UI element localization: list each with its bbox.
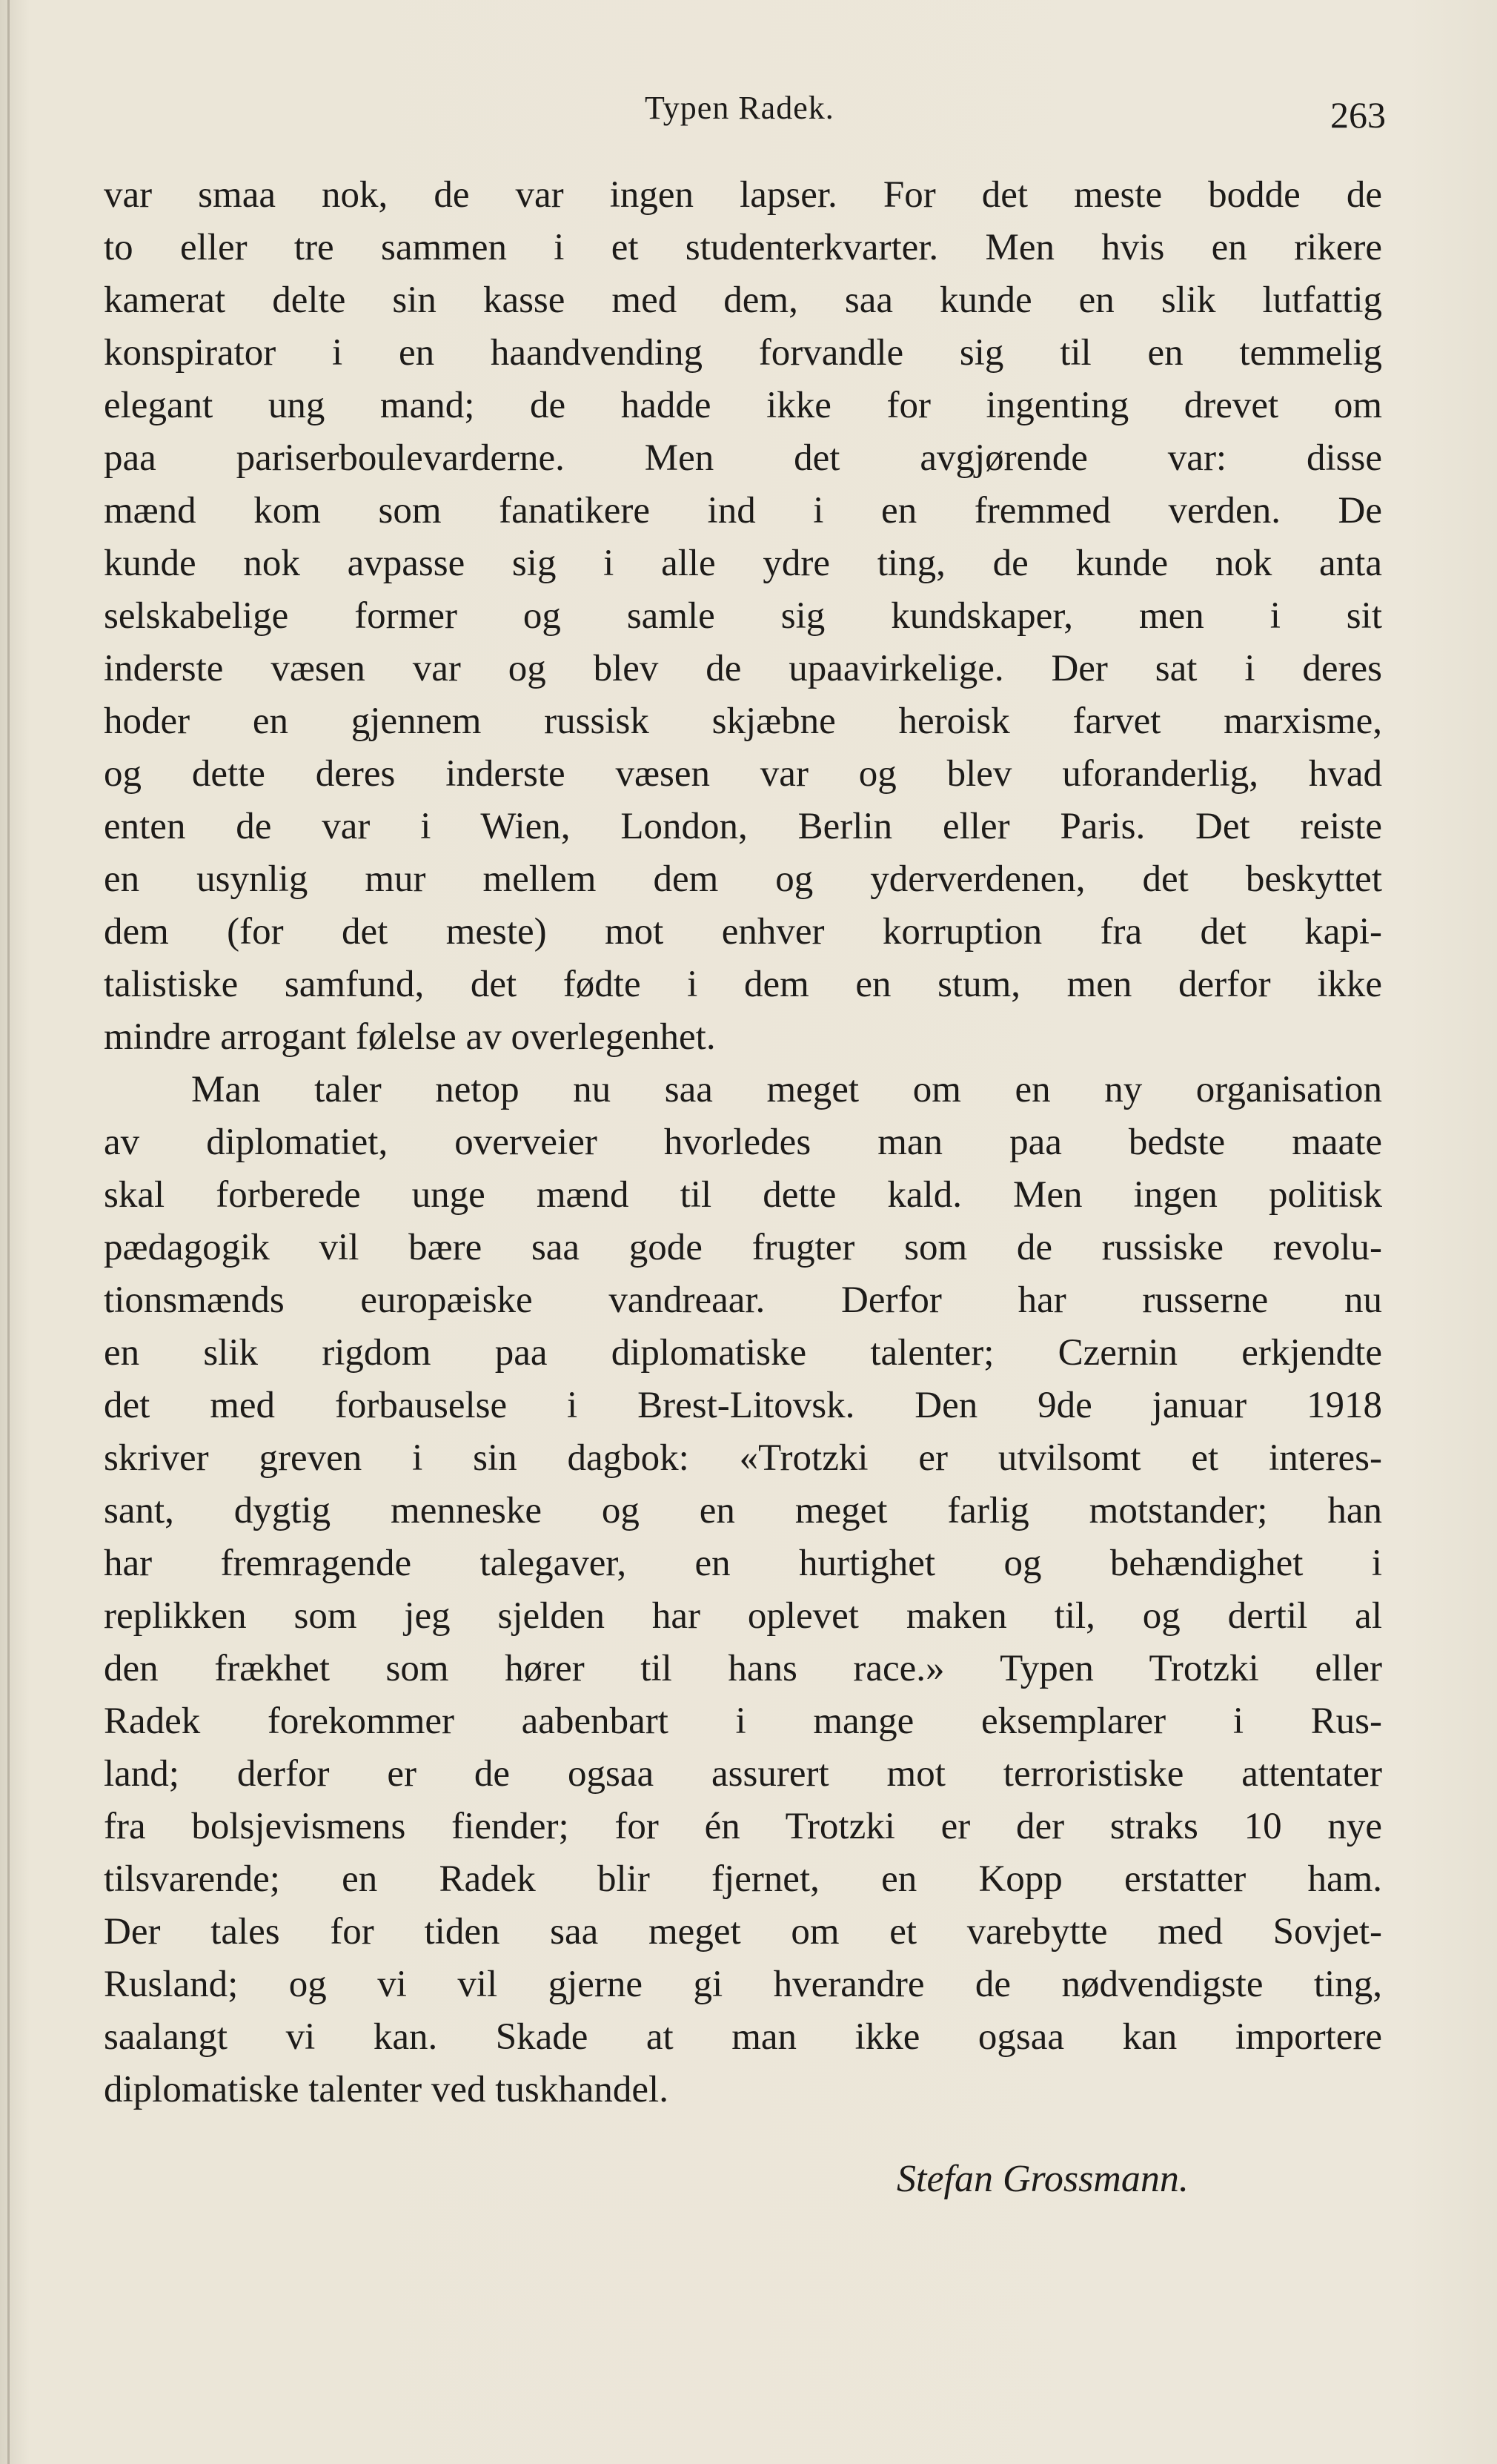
text-line: land; derfor er de ogsaa assurert mot terroristiske attentater xyxy=(104,1753,1382,1795)
body-text xyxy=(104,169,1382,2116)
text-line: en slik rigdom paa diplomatiske talenter; Czernin erkjendte xyxy=(104,1332,1382,1374)
text-line-paragraph-end: diplomatiske talenter ved tuskhandel. xyxy=(104,2069,668,2110)
text-line: selskabelige former og samle sig kundskaper, men i sit xyxy=(104,595,1382,637)
text-line: var smaa nok, de var ingen lapser. For det meste bodde de xyxy=(104,174,1382,216)
text-line: har fremragende talegaver, en hurtighet og behændighet i xyxy=(104,1543,1382,1584)
page-number: 263 xyxy=(1330,94,1386,136)
running-title: Typen Radek. xyxy=(645,90,834,126)
text-line: elegant ung mand; de hadde ikke for ingenting drevet om xyxy=(104,385,1382,426)
text-line: kamerat delte sin kasse med dem, saa kunde en slik lutfattig xyxy=(104,279,1382,321)
text-line: Radek forekommer aabenbart i mange eksemplarer i Rus- xyxy=(104,1700,1382,1742)
text-line: to eller tre sammen i et studenterkvarter. Men hvis en rikere xyxy=(104,227,1382,268)
text-line: tionsmænds europæiske vandreaar. Derfor har russerne nu xyxy=(104,1279,1382,1321)
text-line: replikken som jeg sjelden har oplevet maken til, og dertil al xyxy=(104,1595,1382,1637)
text-line: av diplomatiet, overveier hvorledes man paa bedste maate xyxy=(104,1122,1382,1163)
text-line: skriver greven i sin dagbok: «Trotzki er utvilsomt et interes- xyxy=(104,1437,1382,1479)
text-line: saalangt vi kan. Skade at man ikke ogsaa kan importere xyxy=(104,2016,1382,2058)
page-spine-edge xyxy=(7,0,10,2464)
text-line: den frækhet som hører til hans race.» Typen Trotzki eller xyxy=(104,1648,1382,1689)
text-line: Rusland; og vi vil gjerne gi hverandre de nødvendigste ting, xyxy=(104,1964,1382,2005)
text-line: det med forbauselse i Brest-Litovsk. Den 9de januar 1918 xyxy=(104,1385,1382,1426)
text-line: dem (for det meste) mot enhver korruption fra det kapi- xyxy=(104,911,1382,953)
text-line: en usynlig mur mellem dem og yderverdenen, det beskyttet xyxy=(104,858,1382,900)
text-line: kunde nok avpasse sig i alle ydre ting, de kunde nok anta xyxy=(104,543,1382,584)
text-line: konspirator i en haandvending forvandle sig til en temmelig xyxy=(104,332,1382,374)
text-line: inderste væsen var og blev de upaavirkelige. Der sat i deres xyxy=(104,648,1382,689)
text-line: pædagogik vil bære saa gode frugter som de russiske revolu- xyxy=(104,1227,1382,1268)
text-line: skal forberede unge mænd til dette kald. Men ingen politisk xyxy=(104,1174,1382,1216)
text-line: talistiske samfund, det fødte i dem en stum, men derfor ikke xyxy=(104,964,1382,1005)
text-line-paragraph-start: Man taler netop nu saa meget om en ny organisation xyxy=(191,1069,1382,1110)
text-line: tilsvarende; en Radek blir fjernet, en Kopp erstatter ham. xyxy=(104,1858,1382,1900)
text-line: hoder en gjennem russisk skjæbne heroisk farvet marxisme, xyxy=(104,701,1382,742)
text-line: mænd kom som fanatikere ind i en fremmed verden. De xyxy=(104,490,1382,531)
text-line: fra bolsjevismens fiender; for én Trotzki er der straks 10 nye xyxy=(104,1806,1382,1847)
running-header xyxy=(104,83,1386,142)
text-line: og dette deres inderste væsen var og blev uforanderlig, hvad xyxy=(104,753,1382,795)
author-signature: Stefan Grossmann. xyxy=(897,2158,1189,2200)
text-line: Der tales for tiden saa meget om et varebytte med Sovjet- xyxy=(104,1911,1382,1953)
text-line: enten de var i Wien, London, Berlin eller Paris. Det reiste xyxy=(104,806,1382,847)
text-line: paa pariserboulevarderne. Men det avgjørende var: disse xyxy=(104,437,1382,479)
text-line: sant, dygtig menneske og en meget farlig motstander; han xyxy=(104,1490,1382,1531)
text-line-paragraph-end: mindre arrogant følelse av overlegenhet. xyxy=(104,1016,716,1058)
